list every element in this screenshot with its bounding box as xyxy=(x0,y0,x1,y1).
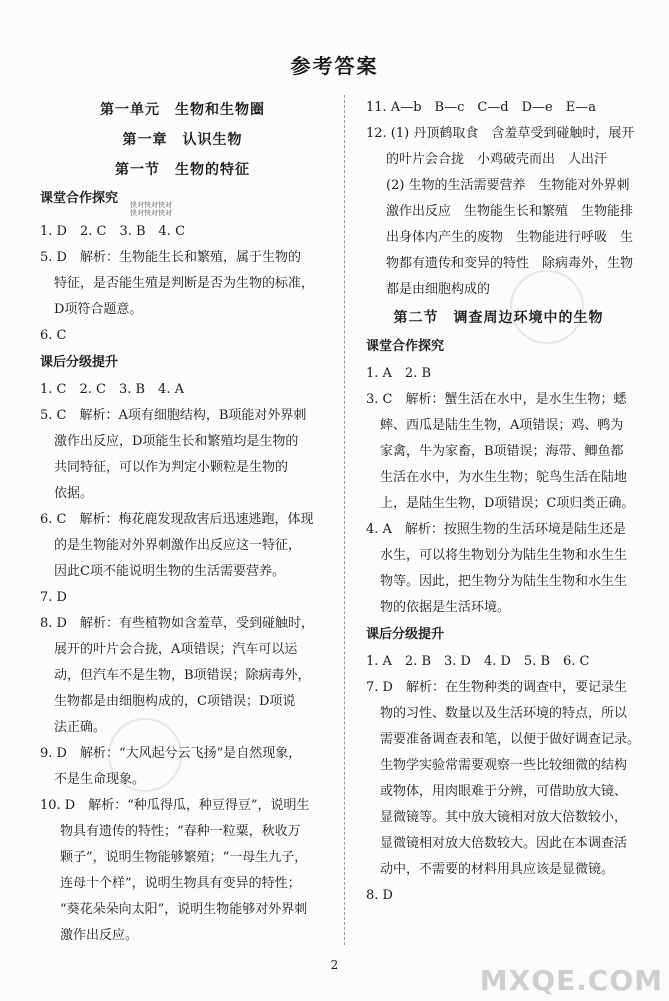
after-class-heading: 课后分级提升 xyxy=(40,355,119,370)
answer-line: 因此C项不能说明生物的生活需要营养。 xyxy=(54,564,285,579)
chapter-heading: 第一章 认识生物 xyxy=(122,132,243,148)
page-title: 参考答案 xyxy=(290,54,379,78)
answer-line: 7. D xyxy=(40,590,67,605)
answer-line: 5. C 解析：A项有细胞结构，B项能对外界刺 xyxy=(40,408,307,423)
answer-line: D项符合题意。 xyxy=(54,302,143,317)
handwritten-note: 快对快对快对 快对快对快对 xyxy=(130,201,172,217)
answer-line: 8. D xyxy=(366,888,393,903)
answer-line: 展开的叶片会合拢，A项错误；汽车可以运 xyxy=(54,642,298,657)
answer-line: 显微镜等。其中放大镜相对放大倍数较小， xyxy=(380,810,628,825)
right-answers-3 xyxy=(366,649,641,909)
answer-line: 5. D 解析：生物能生长和繁殖，属于生物的 xyxy=(40,250,301,265)
answer-line: 7. D 解析：在生物种类的调查中，要记录生 xyxy=(366,680,627,695)
answer-line: 6. C 解析：梅花鹿发现敌害后迅速逃跑，体现 xyxy=(40,512,314,527)
answer-line: 3. C 解析：蟹生活在水中，是水生生物；蟋 xyxy=(366,392,627,407)
answer-line: 生活在水中，为水生生物；鸵鸟生活在陆地 xyxy=(380,470,628,485)
answer-line: 物的习性、数量以及生活环境的特点，所以 xyxy=(380,706,628,721)
answer-line: (2) 生物的生活需要营养 生物能对外界刺 xyxy=(386,178,630,193)
answer-line: 1. D 2. C 3. B 4. C xyxy=(40,224,186,239)
left-column xyxy=(40,95,325,949)
page-number: 2 xyxy=(330,958,339,972)
answer-line: 不是生命现象。 xyxy=(54,772,146,787)
answer-line: 的是生物能对外界刺激作出反应这一特征， xyxy=(54,538,302,553)
answer-line: 依据。 xyxy=(54,486,94,501)
answer-line: 颗子”，说明生物能够繁殖；“一母生九子， xyxy=(60,850,308,865)
answer-line: 都是由细胞构成的 xyxy=(386,282,491,297)
answer-line: 蟀、西瓜是陆生生物，A项错误；鸡、鸭为 xyxy=(380,418,624,433)
right-column xyxy=(366,95,641,909)
answer-line: 1. A 2. B xyxy=(366,366,432,381)
column-divider xyxy=(344,95,345,945)
answer-line: 8. D 解析：有些植物如含羞草，受到碰触时， xyxy=(40,616,314,631)
answer-line: 共同特征，可以作为判定小颗粒是生物的 xyxy=(54,460,289,475)
answer-line: 物等。因此，把生物分为陆生生物和水生生 xyxy=(380,574,628,589)
left-answers-1 xyxy=(40,219,325,349)
answer-line: 家禽，牛为家畜，B项错误；海带、鲫鱼都 xyxy=(380,444,624,459)
answer-line: 生物都是由细胞构成的，C项错误；D项说 xyxy=(54,694,296,709)
unit-heading: 第一单元 生物和生物圈 xyxy=(100,102,265,118)
answer-line: 激作出反应 生物能生长和繁殖 生物能排 xyxy=(386,204,634,219)
answer-line: 出身体内产生的废物 生物能进行呼吸 生 xyxy=(386,230,634,245)
answer-line: “葵花朵朵向太阳”，说明生物能够对外界刺 xyxy=(60,902,308,917)
answer-line: 需要准备调查表和笔，以便于做好调查记录。 xyxy=(380,732,641,747)
answer-line: 10. D 解析：“种瓜得瓜，种豆得豆”，说明生 xyxy=(40,798,310,813)
right-answers-1 xyxy=(366,95,635,303)
answer-line: 法正确。 xyxy=(54,720,107,735)
answer-line: 动，但汽车不是生物，B项错误；除病毒外， xyxy=(54,668,311,683)
answer-line: 激作出反应，D项能生长和繁殖均是生物的 xyxy=(54,434,299,449)
answer-line: 上，是陆生生物，D项错误；C项归类正确。 xyxy=(380,496,635,511)
answer-line: 1. A 2. B 3. D 4. D 5. B 6. C xyxy=(366,654,590,669)
answer-line: 生物学实验常需要观察一些比较细微的结构 xyxy=(380,758,628,773)
answer-line: 连母十个样”，说明生物具有变异的特性； xyxy=(60,876,301,891)
answer-line: 的叶片会合拢 小鸡破壳而出 人出汗 xyxy=(386,152,608,167)
site-watermark: MXQE.COM xyxy=(479,964,663,997)
answer-line: 物都有遗传和变异的特性 除病毒外，生物 xyxy=(386,256,634,271)
answer-line: 6. C xyxy=(40,328,67,343)
answer-line: 激作出反应。 xyxy=(60,928,139,943)
answer-line: 显微镜相对放大倍数较大。因此在本调查活 xyxy=(380,836,628,851)
left-answers-2 xyxy=(40,377,325,949)
answer-line: 4. A 解析：按照生物的生活环境是陆生还是 xyxy=(366,522,626,537)
answer-line: 特征，是否能生殖是判断是否为生物的标准， xyxy=(54,276,315,291)
right-answers-2 xyxy=(366,361,635,621)
answer-line: 9. D 解析：“大风起兮云飞扬”是自然现象， xyxy=(40,746,302,761)
answer-line: 11. A—b B—c C—d D—e E—a xyxy=(366,100,596,115)
answer-line: 动中，不需要的材料用具应该是显微镜。 xyxy=(380,862,615,877)
section-heading: 第一节 生物的特征 xyxy=(115,162,250,178)
after-class-heading-2: 课后分级提升 xyxy=(366,627,445,642)
classroom-heading-2: 课堂合作探究 xyxy=(366,339,445,354)
classroom-heading: 课堂合作探究 xyxy=(40,191,119,206)
answer-line: 水生，可以将生物划分为陆生生物和水生生 xyxy=(380,548,628,563)
answer-line: 或物体，用肉眼难于分辨，可借助放大镜、 xyxy=(380,784,628,799)
answer-line: 1. C 2. C 3. B 4. A xyxy=(40,382,184,397)
answer-line: 12. (1) 丹顶鹤取食 含羞草受到碰触时，展开 xyxy=(366,126,635,141)
answer-line: 物具有遗传的特性；“春种一粒粟，秋收万 xyxy=(60,824,301,839)
answer-line: 物的依据是生活环境。 xyxy=(380,600,511,615)
section-2-heading: 第二节 调查周边环境中的生物 xyxy=(393,310,604,326)
